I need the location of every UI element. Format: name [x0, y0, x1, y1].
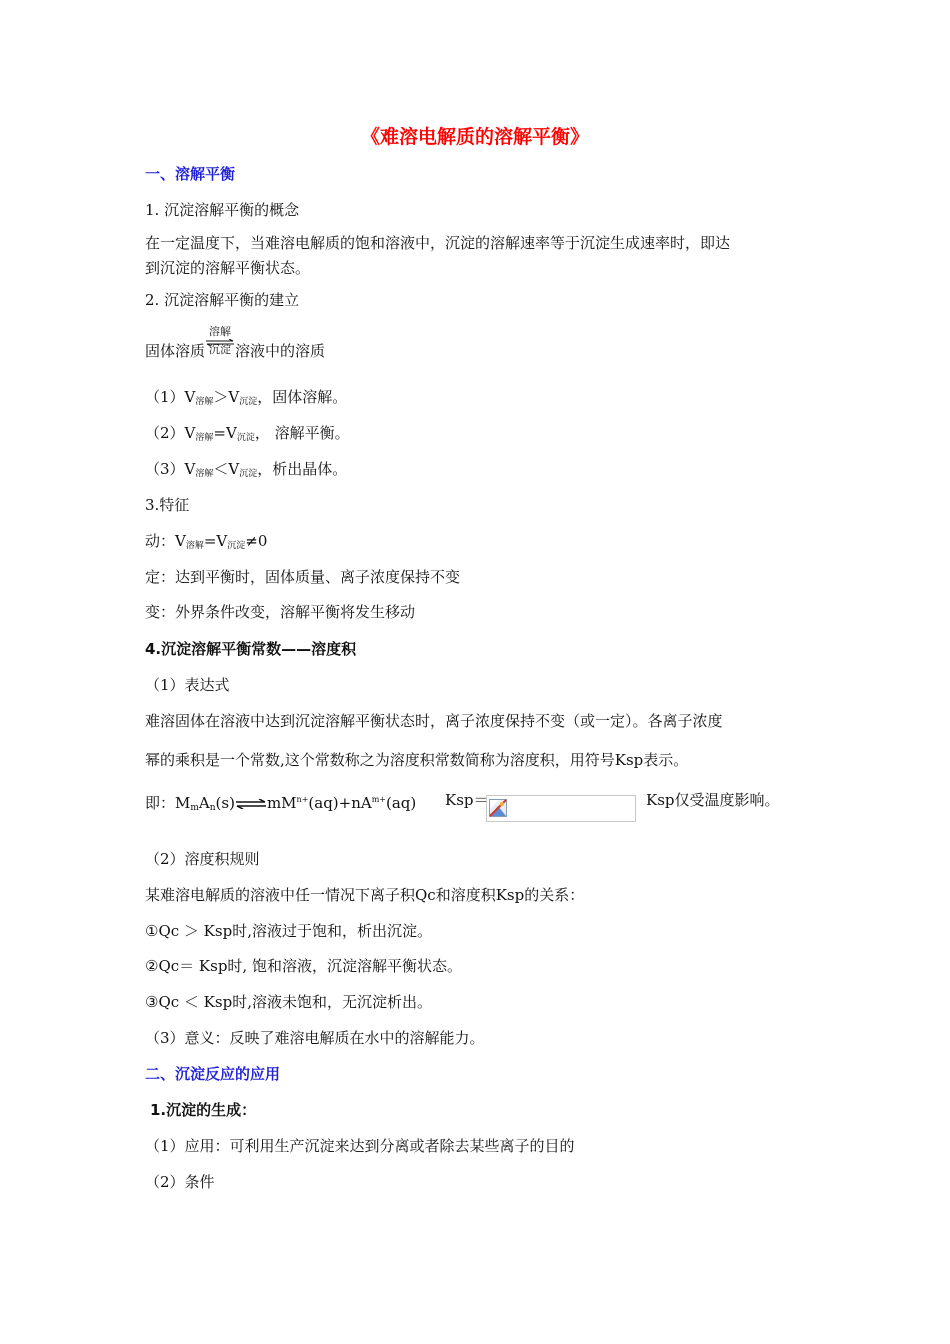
application: （1）应用：可利用生产沉淀来达到分离或者除去某些离子的目的	[145, 1137, 575, 1155]
condition: （2）条件	[145, 1173, 215, 1191]
rule-3: ③Qc ＜ Ksp时,溶液未饱和，无沉淀析出。	[145, 993, 432, 1011]
concept-text-2: 到沉淀的溶解平衡状态。	[145, 259, 311, 277]
equilibrium-arrow-icon	[235, 799, 267, 809]
arrow-top-label: 溶解	[209, 325, 232, 338]
ksp-label: Ksp＝	[445, 791, 489, 809]
precipitate-formation-heading: 1.沉淀的生成：	[150, 1101, 257, 1119]
section-2-heading: 二、沉淀反应的应用	[145, 1065, 281, 1083]
equilibrium-scheme	[145, 325, 326, 362]
reversible-arrow	[205, 325, 235, 362]
feature-dynamic: 动：$V_{溶解}=V_{沉淀}\ne 0$	[145, 532, 268, 551]
expression-heading: （1）表达式	[145, 676, 230, 694]
case-3: $(3)V_{溶解}<V_{沉淀}$，析出晶体。	[145, 460, 348, 479]
rule-heading: （2）溶度积规则	[145, 850, 260, 868]
rule-intro: 某难溶电解质的溶液中任一情况下离子积Qc和溶度积Ksp的关系：	[145, 886, 585, 904]
page-title: 《难溶电解质的溶解平衡》	[360, 126, 589, 148]
section-1-heading: 一、溶解平衡	[145, 165, 236, 183]
dissolved-solute: 溶液中的溶质	[235, 342, 326, 360]
ksp-temperature-note: Ksp仅受温度影响。	[646, 791, 780, 809]
rule-1: ①Qc ＞ Ksp时,溶液过于饱和，析出沉淀。	[145, 922, 432, 940]
features-heading: 3.特征	[145, 496, 190, 514]
solid-solute: 固体溶质	[145, 342, 206, 360]
case-2: $(2)V_{溶解}=V_{沉淀}$， 溶解平衡。	[145, 424, 350, 443]
ksp-equation: 即：$M_mA_n(s)$ $mM^{n+}(aq)+nA^{m+}(aq)$	[145, 794, 417, 813]
case-1: $(1)V_{溶解}>V_{沉淀}$，固体溶解。	[145, 388, 348, 407]
expression-text-2: 幂的乘积是一个常数,这个常数称之为溶度积常数简称为溶度积，用符号Ksp表示。	[145, 751, 689, 769]
meaning: （3）意义：反映了难溶电解质在水中的溶解能力。	[145, 1029, 485, 1047]
broken-image-icon	[489, 799, 507, 817]
ksp-formula-image	[486, 795, 636, 822]
feature-change: 变：外界条件改变，溶解平衡将发生移动	[145, 603, 416, 621]
expression-text-1: 难溶固体在溶液中达到沉淀溶解平衡状态时，离子浓度保持不变（或一定）。各离子浓度	[145, 712, 723, 730]
feature-fixed: 定：达到平衡时，固体质量、离子浓度保持不变	[145, 568, 461, 586]
establish-heading: 2. 沉淀溶解平衡的建立	[145, 291, 300, 309]
ksp-heading: 4.沉淀溶解平衡常数——溶度积	[145, 640, 357, 658]
arrow-bottom-label: 沉淀	[209, 343, 232, 356]
concept-text-1: 在一定温度下，当难溶电解质的饱和溶液中，沉淀的溶解速率等于沉淀生成速率时，即达	[145, 234, 731, 252]
concept-heading: 1. 沉淀溶解平衡的概念	[145, 201, 300, 219]
rule-2: ②Qc＝ Ksp时, 饱和溶液，沉淀溶解平衡状态。	[145, 957, 462, 975]
